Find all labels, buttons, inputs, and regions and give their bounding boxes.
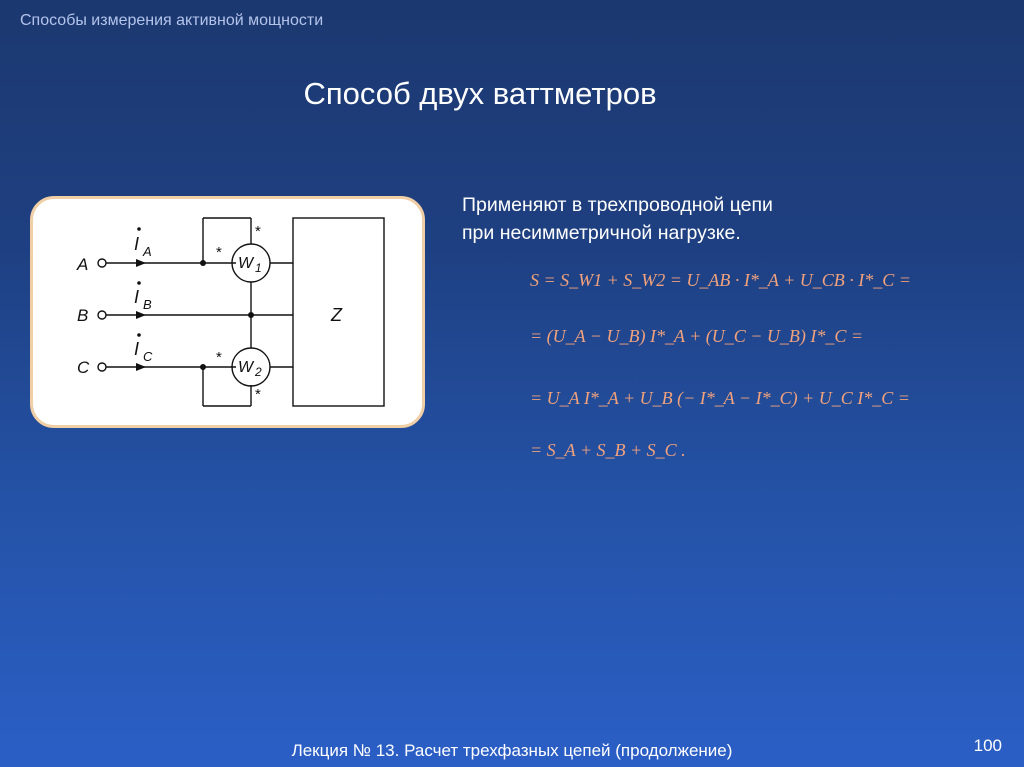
current-b-subscript: B <box>143 297 152 312</box>
phase-c-label: C <box>77 358 90 377</box>
wattmeter-2-subscript: 2 <box>255 365 262 379</box>
star-mark: * <box>216 244 222 261</box>
description-line: при несимметричной нагрузке. <box>462 222 741 244</box>
circuit-diagram <box>33 199 422 425</box>
wattmeter-1-label: W <box>238 255 254 272</box>
current-c-subscript: C <box>143 349 153 364</box>
formula-line-1: S = S_W1 + S_W2 = U_AB · I*_A + U_CB · I*_C = <box>530 270 911 290</box>
load-label: Z <box>331 305 342 325</box>
slide-title: Способ двух ваттметров <box>303 76 657 111</box>
description <box>462 191 982 247</box>
star-mark: * <box>216 349 222 366</box>
current-a-subscript: A <box>143 244 152 259</box>
phase-a-label: A <box>77 255 89 274</box>
formula-line-3: = U_A I*_A + U_B (− I*_A − I*_C) + U_C I*_C = <box>530 388 910 408</box>
footer-lecture-title: Лекция № 13. Расчет трехфазных цепей (продолжение) <box>291 741 733 760</box>
phase-b-label: B <box>77 306 89 325</box>
power-formulas <box>530 264 1000 474</box>
current-a-label: I <box>134 234 140 254</box>
page-number: 100 <box>973 736 1002 755</box>
wattmeter-1-subscript: 1 <box>255 261 262 275</box>
description-line: Применяют в трехпроводной цепи <box>462 194 773 216</box>
star-mark: * <box>255 386 261 403</box>
current-c-label: I <box>134 339 140 359</box>
formula-line-4: = S_A + S_B + S_C . <box>530 440 686 460</box>
formula-svg <box>530 264 1000 474</box>
wattmeter-2-label: W <box>238 359 254 376</box>
formula-line-2: = (U_A − U_B) I*_A + (U_C − U_B) I*_C = <box>530 326 864 346</box>
star-mark: * <box>255 223 261 240</box>
section-title: Способы измерения активной мощности <box>20 12 324 29</box>
current-b-label: I <box>134 287 140 307</box>
circuit-diagram-panel <box>30 196 425 428</box>
